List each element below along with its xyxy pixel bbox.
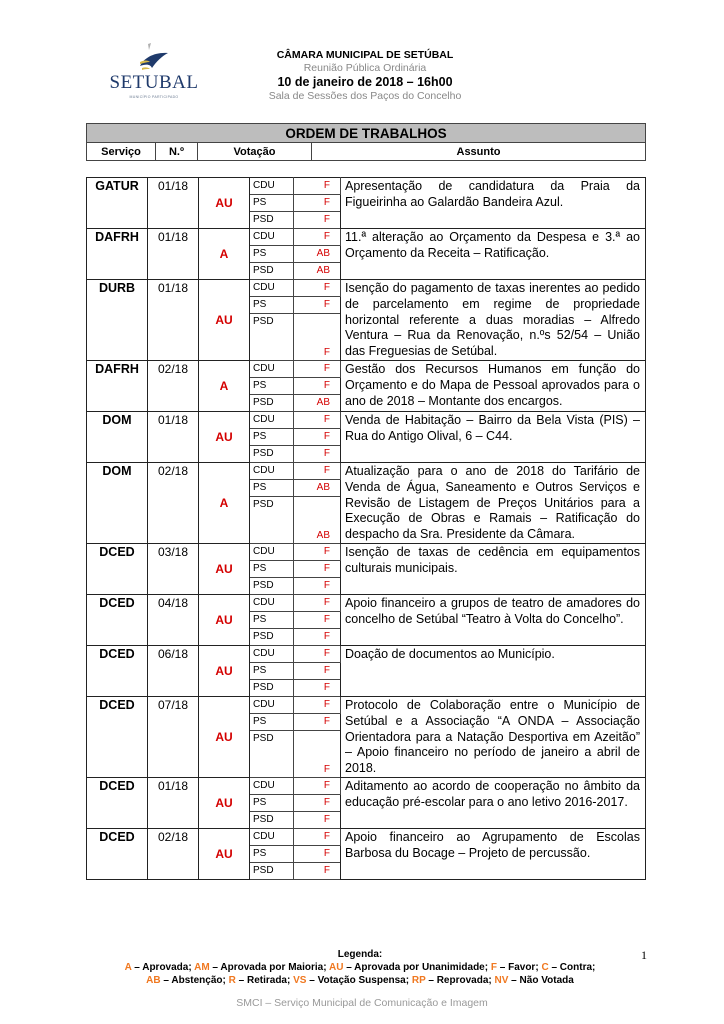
agenda-row — [87, 544, 646, 561]
party-vote: F — [294, 463, 341, 480]
item-subject: Atualização para o ano de 2018 do Tarifário de Venda de Água, Saneamento e Outros Serviços e Revisão de Listagem de Preços Unitários para a Execução de Obras e Ramais – Ratificação do despacho da Sra. Presidente da Câmara. — [341, 463, 646, 544]
meeting-date-time: 10 de janeiro de 2018 – 16h00 — [277, 75, 453, 89]
party-name: PSD — [250, 212, 294, 229]
institution-name: CÂMARA MUNICIPAL DE SETÚBAL — [276, 49, 454, 61]
party-name: PSD — [250, 731, 294, 778]
agenda-title: ORDEM DE TRABALHOS — [87, 124, 646, 143]
party-name: CDU — [250, 463, 294, 480]
item-subject: Apoio financeiro ao Agrupamento de Escolas Barbosa du Bocage – Projeto de percussão. — [341, 829, 646, 880]
party-vote: F — [294, 378, 341, 395]
legend-label: Abstenção — [171, 975, 223, 986]
vote-result: AU — [199, 178, 250, 229]
party-name: PS — [250, 663, 294, 680]
logo-wordmark: SETUBAL — [109, 72, 199, 93]
agenda-row — [87, 829, 646, 846]
party-vote: F — [294, 863, 341, 880]
party-vote: AB — [294, 395, 341, 412]
item-number: 01/18 — [148, 280, 199, 361]
party-name: PSD — [250, 863, 294, 880]
service-code: DCED — [87, 829, 148, 880]
vote-result: AU — [199, 412, 250, 463]
agenda-row — [87, 280, 646, 297]
legend-label: Retirada — [246, 975, 287, 986]
party-name: PS — [250, 846, 294, 863]
party-vote: F — [294, 297, 341, 314]
service-code: DCED — [87, 544, 148, 595]
party-name: CDU — [250, 544, 294, 561]
legend-label: Aprovada por Maioria — [220, 962, 324, 973]
party-vote: F — [294, 195, 341, 212]
party-name: PS — [250, 246, 294, 263]
party-name: PSD — [250, 629, 294, 646]
party-vote: AB — [294, 480, 341, 497]
legend-code: F — [490, 962, 497, 973]
vote-result: AU — [199, 778, 250, 829]
legend-line: A – Aprovada; AM – Aprovada por Maioria; AU – Aprovada por Unanimidade; F – Favor; C – Contra; — [124, 962, 596, 973]
item-number: 04/18 — [148, 595, 199, 646]
party-vote: F — [294, 795, 341, 812]
legend-label: Contra — [559, 962, 593, 973]
service-code: DAFRH — [87, 229, 148, 280]
agenda-row — [87, 697, 646, 714]
agenda-row — [87, 178, 646, 195]
column-header-vote: Votação — [198, 143, 312, 161]
legend-label: Não Votada — [519, 975, 574, 986]
party-name: PS — [250, 561, 294, 578]
party-name: PS — [250, 297, 294, 314]
service-code: DOM — [87, 412, 148, 463]
item-number: 01/18 — [148, 229, 199, 280]
party-name: PSD — [250, 314, 294, 361]
party-vote: F — [294, 578, 341, 595]
column-header-subject: Assunto — [312, 143, 646, 161]
meeting-location: Sala de Sessões dos Paços do Concelho — [268, 90, 462, 102]
party-vote: F — [294, 446, 341, 463]
legend-label: Aprovada por Unanimidade — [354, 962, 485, 973]
item-subject: Doação de documentos ao Município. — [341, 646, 646, 697]
party-name: PSD — [250, 446, 294, 463]
party-name: PS — [250, 714, 294, 731]
document-header — [220, 49, 510, 103]
party-vote: F — [294, 178, 341, 195]
party-vote: F — [294, 544, 341, 561]
party-name: CDU — [250, 697, 294, 714]
party-name: CDU — [250, 829, 294, 846]
party-vote: F — [294, 697, 341, 714]
item-subject: Venda de Habitação – Bairro da Bela Vista (PIS) – Rua do Antigo Olival, 6 – C44. — [341, 412, 646, 463]
party-name: CDU — [250, 280, 294, 297]
item-number: 02/18 — [148, 361, 199, 412]
legend-line: AB – Abstenção; R – Retirada; VS – Votação Suspensa; RP – Reprovada; NV – Não Votada — [146, 975, 574, 986]
item-number: 07/18 — [148, 697, 199, 778]
item-subject: Apresentação de candidatura da Praia da Figueirinha ao Galardão Bandeira Azul. — [341, 178, 646, 229]
service-code: GATUR — [87, 178, 148, 229]
vote-result: AU — [199, 829, 250, 880]
agenda-row — [87, 412, 646, 429]
party-vote: AB — [294, 263, 341, 280]
party-name: CDU — [250, 229, 294, 246]
column-header-service: Serviço — [87, 143, 156, 161]
party-name: PSD — [250, 812, 294, 829]
agenda-row — [87, 463, 646, 480]
service-code: DCED — [87, 595, 148, 646]
logo-tagline: MUNICÍPIO PARTICIPADO — [129, 95, 179, 99]
party-vote: F — [294, 714, 341, 731]
item-subject: Isenção do pagamento de taxas inerentes ao pedido de parcelamento em regime de propriedade horizontal referente a duas moradias – Alfredo Ventura – Rua da Renovação, n.ºs 52/54 – União das Freguesias de Setúbal. — [341, 280, 646, 361]
party-vote: F — [294, 731, 341, 778]
party-vote: AB — [294, 497, 341, 544]
party-name: PSD — [250, 680, 294, 697]
item-number: 03/18 — [148, 544, 199, 595]
party-name: CDU — [250, 412, 294, 429]
party-name: PSD — [250, 395, 294, 412]
party-vote: F — [294, 829, 341, 846]
party-vote: F — [294, 812, 341, 829]
party-name: PS — [250, 480, 294, 497]
party-vote: F — [294, 846, 341, 863]
item-subject: 11.ª alteração ao Orçamento da Despesa e 3.ª ao Orçamento da Receita – Ratificação. — [341, 229, 646, 280]
legend-label: Votação Suspensa — [317, 975, 406, 986]
legend-code: VS — [293, 975, 307, 986]
service-code: DCED — [87, 646, 148, 697]
legend-code: NV — [494, 975, 509, 986]
legend-code: RP — [411, 975, 426, 986]
vote-result: AU — [199, 280, 250, 361]
legend-code: R — [228, 975, 236, 986]
item-number: 01/18 — [148, 412, 199, 463]
item-number: 02/18 — [148, 463, 199, 544]
party-vote: F — [294, 229, 341, 246]
party-name: PSD — [250, 578, 294, 595]
party-name: CDU — [250, 361, 294, 378]
vote-result: AU — [199, 646, 250, 697]
party-vote: F — [294, 612, 341, 629]
party-vote: F — [294, 561, 341, 578]
legend-title: Legenda: — [337, 949, 383, 960]
party-name: CDU — [250, 778, 294, 795]
party-vote: AB — [294, 246, 341, 263]
party-vote: F — [294, 629, 341, 646]
item-subject: Protocolo de Colaboração entre o Município de Setúbal e a Associação “A ONDA – Associação Orientadora para a Natação Desportiva em Azeitão” – Apoio financeiro no período de janeiro a abril de 2018. — [341, 697, 646, 778]
agenda-row — [87, 646, 646, 663]
party-name: PS — [250, 612, 294, 629]
legend-code: C — [541, 962, 549, 973]
legend-code: AU — [328, 962, 344, 973]
setubal-logo — [108, 42, 200, 102]
legend-code: AB — [146, 975, 161, 986]
party-name: PSD — [250, 263, 294, 280]
legend-code: A — [124, 962, 132, 973]
service-code: DURB — [87, 280, 148, 361]
meeting-type: Reunião Pública Ordinária — [303, 62, 427, 74]
party-vote: F — [294, 361, 341, 378]
party-name: PS — [250, 429, 294, 446]
item-number: 01/18 — [148, 778, 199, 829]
agenda-header-table — [86, 123, 646, 161]
party-name: PSD — [250, 497, 294, 544]
item-subject: Apoio financeiro a grupos de teatro de amadores do concelho de Setúbal “Teatro à Volta do Concelho”. — [341, 595, 646, 646]
column-header-number: N.º — [156, 143, 198, 161]
item-number: 01/18 — [148, 178, 199, 229]
party-name: PS — [250, 195, 294, 212]
agenda-row — [87, 778, 646, 795]
party-vote: F — [294, 778, 341, 795]
party-vote: F — [294, 663, 341, 680]
service-code: DOM — [87, 463, 148, 544]
party-name: CDU — [250, 178, 294, 195]
vote-result: AU — [199, 697, 250, 778]
party-vote: F — [294, 314, 341, 361]
item-subject: Gestão dos Recursos Humanos em função do Orçamento e do Mapa de Pessoal aprovados para o ano de 2018 – Montante dos encargos. — [341, 361, 646, 412]
page-number: 1 — [641, 948, 647, 962]
party-vote: F — [294, 595, 341, 612]
agenda-row — [87, 361, 646, 378]
party-name: CDU — [250, 595, 294, 612]
vote-result: A — [199, 229, 250, 280]
legend-label: Aprovada — [142, 962, 189, 973]
agenda-row — [87, 595, 646, 612]
item-subject: Aditamento ao acordo de cooperação no âmbito da educação pré-escolar para o ano letivo 2016-2017. — [341, 778, 646, 829]
service-code: DAFRH — [87, 361, 148, 412]
item-number: 02/18 — [148, 829, 199, 880]
legend-code: AM — [194, 962, 210, 973]
item-number: 06/18 — [148, 646, 199, 697]
party-vote: F — [294, 412, 341, 429]
vote-result: AU — [199, 595, 250, 646]
party-name: CDU — [250, 646, 294, 663]
vote-result: AU — [199, 544, 250, 595]
party-vote: F — [294, 646, 341, 663]
wave-emblem-icon — [134, 42, 174, 74]
party-name: PS — [250, 378, 294, 395]
party-vote: F — [294, 680, 341, 697]
service-code: DCED — [87, 697, 148, 778]
vote-result: A — [199, 361, 250, 412]
party-vote: F — [294, 212, 341, 229]
vote-result: A — [199, 463, 250, 544]
agenda-table — [86, 177, 646, 880]
party-vote: F — [294, 280, 341, 297]
agenda-row — [87, 229, 646, 246]
item-subject: Isenção de taxas de cedência em equipamentos culturais municipais. — [341, 544, 646, 595]
legend-label: Favor — [508, 962, 536, 973]
legend — [80, 948, 640, 987]
service-code: DCED — [87, 778, 148, 829]
footer-text: SMCI – Serviço Municipal de Comunicação e Imagem — [236, 997, 488, 1009]
party-name: PS — [250, 795, 294, 812]
party-vote: F — [294, 429, 341, 446]
legend-label: Reprovada — [436, 975, 489, 986]
